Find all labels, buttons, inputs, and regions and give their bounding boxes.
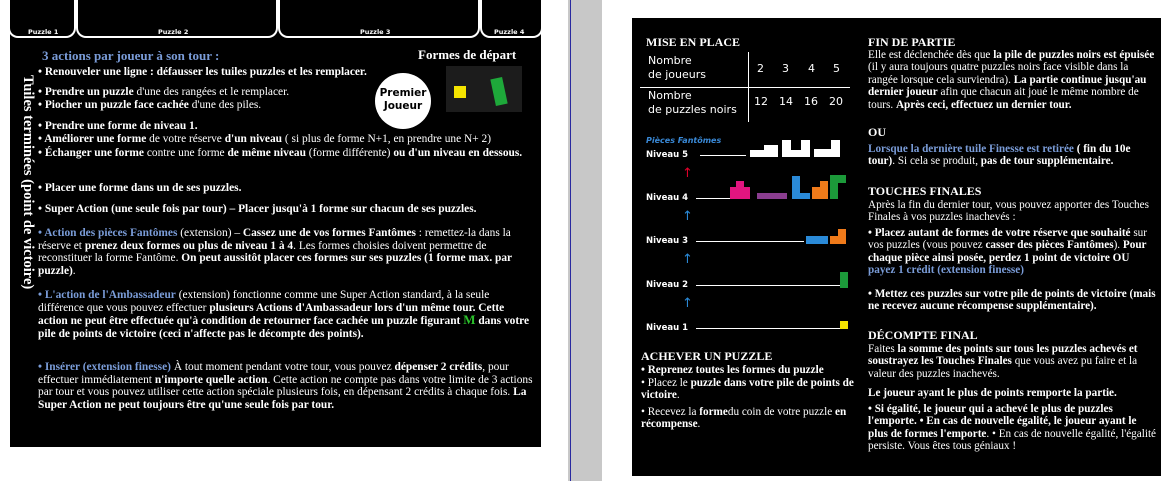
level-line — [696, 198, 730, 199]
level-1-label: Niveau 1 — [646, 323, 688, 333]
level4-blue-piece-foot — [800, 193, 810, 199]
players-value: 3 — [782, 62, 789, 75]
starting-shapes-title: Formes de départ — [418, 47, 517, 62]
level4-orange-piece-top — [820, 181, 828, 187]
level1-yellow-piece — [840, 321, 848, 329]
end-game-title: FIN DE PARTIE — [868, 35, 956, 49]
action-super: • Super Action (une seule fois par tour) – Placer jusqu'à 1 forme sur chacun de ses puzzles. — [38, 203, 477, 215]
level-line — [696, 241, 804, 242]
action-exchange-shape: • Échanger une forme contre une forme de même niveau (forme différente) ou d'un niveau en dessous. — [38, 147, 523, 159]
end-game-text: Elle est déclenchée dès que la pile de puzzles noirs est épuisée (il y aura toujours quatre puzzles noirs face visible dans la rangée lorsque cela surviendra). La partie continue jusqu'au dernier joueur afin que chacun ait joué le même nombre de tours. Après ceci, effectuez un dernier tour. — [868, 49, 1155, 111]
puzzle-slot-label: Puzzle 4 — [494, 28, 525, 36]
level4-green-piece-top — [838, 175, 846, 183]
final-scoring-tiebreak: • Si égalité, le joueur qui a achevé le plus de puzzles l'emporte. • En cas de nouvelle égalité, le joueur ayant le plus de formes l'emporte. • En cas de nouvelle égalité, l'égalité persiste. Vous êtes tous géniaux ! — [868, 403, 1157, 453]
puzzles-value: 12 — [754, 95, 768, 108]
level3-blue-piece — [806, 236, 828, 244]
players-value: 2 — [757, 62, 764, 75]
action-place-shape: • Placer une forme dans un de ses puzzles. — [38, 182, 242, 194]
up-arrow-icon: ↑ — [682, 296, 693, 311]
level-5-label: Niveau 5 — [646, 150, 688, 160]
or-label: OU — [868, 125, 886, 139]
players-value: 5 — [833, 62, 840, 75]
setup-title: MISE EN PLACE — [646, 35, 741, 49]
puzzles-value: 16 — [804, 95, 818, 108]
final-scoring-sum: Faites la somme des points sur tous les puzzles achevés et soustrayez les Touches Finales que vous avez pu faire et la valeur des puzzles inachevés. — [868, 343, 1138, 380]
level-4-label: Niveau 4 — [646, 193, 688, 203]
table-puzzles-label: Nombre de puzzles noirs — [648, 89, 737, 116]
level4-purple-piece — [757, 193, 787, 199]
level5-white-piece — [814, 140, 840, 157]
action-upgrade-shape: • Améliorer une forme de votre réserve d'un niveau ( si plus de forme N+1, en prendre une N+ 2) — [38, 133, 491, 145]
final-touches-intro: Après la fin du dernier tour, vous pouvez apporter des Touches Finales à vos puzzles inachevés : — [868, 199, 1149, 224]
players-value: 4 — [808, 62, 815, 75]
puzzle-slot-label: Puzzle 2 — [158, 28, 189, 36]
level-3-label: Niveau 3 — [646, 236, 688, 246]
page-gutter — [568, 0, 602, 481]
table-divider-h — [640, 87, 850, 88]
puzzles-value: 20 — [829, 95, 843, 108]
victory-pile-text: Tuiles terminées (point de victoire) — [20, 75, 36, 290]
victory-pile-label — [12, 75, 36, 345]
ghost-pieces-action: • Action des pièces Fantômes (extension) – Cassez une de vos formes Fantômes : remettez-la dans la réserve et prenez deux formes ou plus de niveau 1 à 4. Les formes choisies doivent permettre de reconstituer la forme Fantôme. On peut aussitôt placer ces formes sur ses puzzles (1 forme max. par puzzle). — [38, 227, 512, 277]
puzzle-slot-label: Puzzle 3 — [360, 28, 391, 36]
level4-orange-piece — [812, 187, 828, 199]
complete-puzzle-step: • Recevez la formedu coin de votre puzzle en récompense. — [641, 406, 847, 431]
puzzles-value: 14 — [779, 95, 793, 108]
level-line — [700, 155, 746, 156]
complete-puzzle-step: • Reprenez toutes les formes du puzzle — [641, 364, 824, 376]
final-scoring-winner: Le joueur ayant le plus de points remporte la partie. — [868, 387, 1117, 399]
level3-orange-piece — [830, 236, 846, 244]
player-aid-card-left — [10, 0, 541, 447]
level5-white-piece — [782, 140, 810, 157]
level4-pink-piece-top — [736, 181, 744, 187]
ambassador-action: • L'action de l'Ambassadeur (extension) fonctionne comme une Super Action standard, à la seule différence que vous pouvez effectuer plusieurs Actions d'Ambassadeur lors d'un même tour. Cette action ne peut être effectuée qu'à condition de retourner face cachée un puzzle figurant M dans votre pile de points de victoire (ceci n'affecte pas le décompte des points). — [38, 289, 530, 340]
level-line — [696, 285, 840, 286]
level4-pink-piece — [730, 187, 750, 199]
level4-blue-piece — [792, 176, 800, 199]
end-game-alt: Lorsque la dernière tuile Finesse est retirée ( fin du 10e tour). Si cela se produit, pas de tour supplémentaire. — [868, 143, 1131, 168]
level-2-label: Niveau 2 — [646, 280, 688, 290]
ghost-pieces-label: Pièces Fantômes — [646, 136, 722, 145]
final-touches-title: TOUCHES FINALES — [868, 184, 982, 198]
puzzle-slot-label: Puzzle 1 — [28, 28, 59, 36]
level2-green-piece — [840, 272, 848, 288]
up-arrow-icon: ↑ — [682, 166, 693, 181]
level5-white-piece — [750, 145, 778, 157]
final-scoring-title: DÉCOMPTE FINAL — [868, 328, 978, 342]
complete-puzzle-title: ACHEVER UN PUZZLE — [641, 349, 773, 363]
actions-heading: 3 actions par joueur à son tour : — [42, 48, 220, 63]
table-players-label: Nombre de joueurs — [648, 54, 706, 81]
final-touches-place: • Placez autant de formes de votre réserve que souhaité sur vos puzzles (vous pouvez casser des pièces Fantômes). Pour chaque pièce ainsi posée, perdez 1 point de victoire OU payez 1 crédit (extension finesse) — [868, 227, 1147, 277]
action-renew-row: • Renouveler une ligne : défausser les tuiles puzzles et les remplacer. — [38, 66, 367, 78]
level-line — [696, 328, 840, 329]
action-take-level1: • Prendre une forme de niveau 1. — [38, 120, 198, 132]
action-draw-puzzle: • Piocher un puzzle face cachée d'une des piles. — [38, 99, 262, 111]
page-divider-line — [570, 0, 571, 481]
complete-puzzle-step: • Placez le puzzle dans votre pile de points de victoire. — [641, 377, 854, 402]
up-arrow-icon: ↑ — [682, 252, 693, 267]
level3-orange-piece-top — [838, 229, 846, 236]
first-player-token: Premier Joueur — [375, 73, 431, 129]
final-touches-pile: • Mettez ces puzzles sur votre pile de points de victoire (mais ne recevez aucune récompense supplémentaire). — [868, 288, 1156, 313]
level4-green-piece — [830, 175, 838, 199]
action-take-puzzle: • Prendre un puzzle d'une des rangées et le remplacer. — [38, 86, 290, 98]
up-arrow-icon: ↑ — [682, 209, 693, 224]
insert-action: • Insérer (extension finesse) À tout moment pendant votre tour, vous pouvez dépenser 2 crédits, pour effectuer immédiatement n'importe quelle action. Cette action ne compte pas dans votre limite de 3 actions par tour et vous pouvez utiliser cette action spéciale plusieurs fois, en dépensant 2 crédits à chaque fois. La Super Action ne peut toujours être qu'une seule fois par tour. — [38, 361, 533, 411]
